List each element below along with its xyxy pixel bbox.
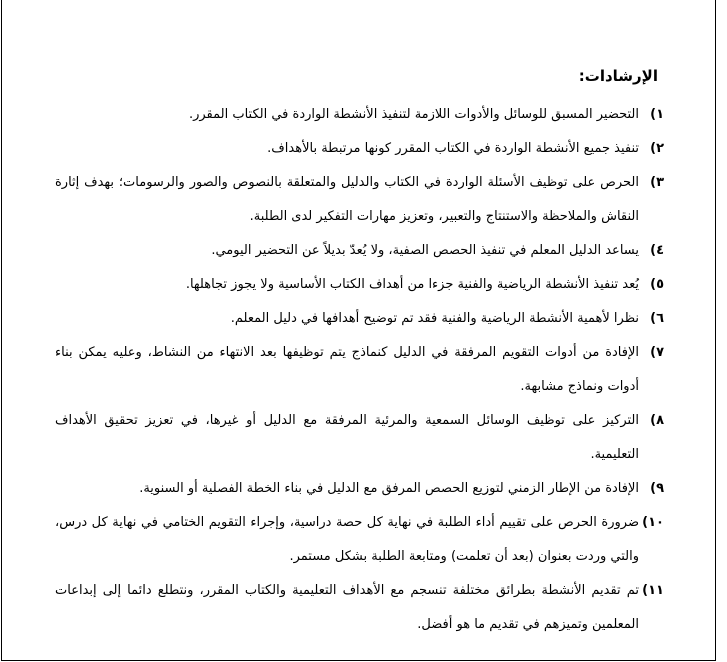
- item-number: ٢): [650, 141, 664, 156]
- list-item: [55, 336, 664, 404]
- list-item: [55, 132, 664, 166]
- item-text: يساعد الدليل المعلم في تنفيذ الحصص الصفية، ولا يُعدّ بديلاً عن التحضير اليومي.: [211, 243, 639, 258]
- item-number: ٩): [650, 481, 664, 496]
- item-text: تم تقديم الأنشطة بطرائق مختلفة تنسجم مع الأهداف التعليمية والكتاب المقرر، ونتطلع دائما إلى إبداعات المعلمين وتميزهم في تقديم ما هو أفضل.: [55, 583, 639, 632]
- item-number: ٦): [650, 311, 664, 326]
- item-text: نظرا لأهمية الأنشطة الرياضية والفنية فقد تم توضيح أهدافها في دليل المعلم.: [230, 311, 639, 326]
- item-text: التركيز على توظيف الوسائل السمعية والمرئية المرفقة مع الدليل أو غيرها، في تعزيز تحقيق الأهداف التعليمية.: [55, 413, 639, 462]
- item-number: ١): [650, 107, 664, 122]
- item-text: ضرورة الحرص على تقييم أداء الطلبة في نهاية كل حصة دراسية، وإجراء التقويم الختامي في نهاية كل درس، والتي وردت بعنوان (بعد أن تعلمت) ومتابعة الطلبة بشكل مستمر.: [55, 515, 639, 564]
- document-page: [1, 0, 716, 661]
- instructions-heading: الإرشادات:: [578, 67, 658, 85]
- list-item: [55, 166, 664, 234]
- item-number: ١٠): [642, 515, 664, 530]
- list-item: [55, 574, 664, 642]
- item-text: التحضير المسبق للوسائل والأدوات اللازمة لتنفيذ الأنشطة الواردة في الكتاب المقرر.: [188, 107, 639, 122]
- item-number: ٤): [650, 243, 664, 258]
- item-number: ٧): [650, 345, 664, 360]
- list-item: [55, 506, 664, 574]
- item-number: ١١): [642, 583, 664, 598]
- item-text: يُعد تنفيذ الأنشطة الرياضية والفنية جزءا من أهداف الكتاب الأساسية ولا يجوز تجاهلها.: [185, 277, 639, 292]
- list-item: [55, 98, 664, 132]
- item-text: الحرص على توظيف الأسئلة الواردة في الكتاب والدليل والمتعلقة بالنصوص والصور والرسومات؛ بهدف إثارة النقاش والملاحظة والاستنتاج والتعبير، وتعزيز مهارات التفكير لدى الطلبة.: [55, 175, 639, 224]
- list-item: [55, 302, 664, 336]
- list-item: [55, 234, 664, 268]
- list-item: [55, 404, 664, 472]
- list-item: [55, 472, 664, 506]
- item-text: الإفادة من أدوات التقويم المرفقة في الدليل كنماذج يتم توظيفها بعد الانتهاء من النشاط، وعليه يمكن بناء أدوات ونماذج مشابهة.: [55, 345, 639, 394]
- item-number: ٥): [650, 277, 664, 292]
- instructions-list: [55, 98, 664, 642]
- item-text: تنفيذ جميع الأنشطة الواردة في الكتاب المقرر كونها مرتبطة بالأهداف.: [267, 141, 639, 156]
- item-number: ٣): [650, 175, 664, 190]
- list-item: [55, 268, 664, 302]
- item-number: ٨): [650, 413, 664, 428]
- item-text: الإفادة من الإطار الزمني لتوزيع الحصص المرفق مع الدليل في بناء الخطة الفصلية أو السنوية.: [139, 481, 639, 496]
